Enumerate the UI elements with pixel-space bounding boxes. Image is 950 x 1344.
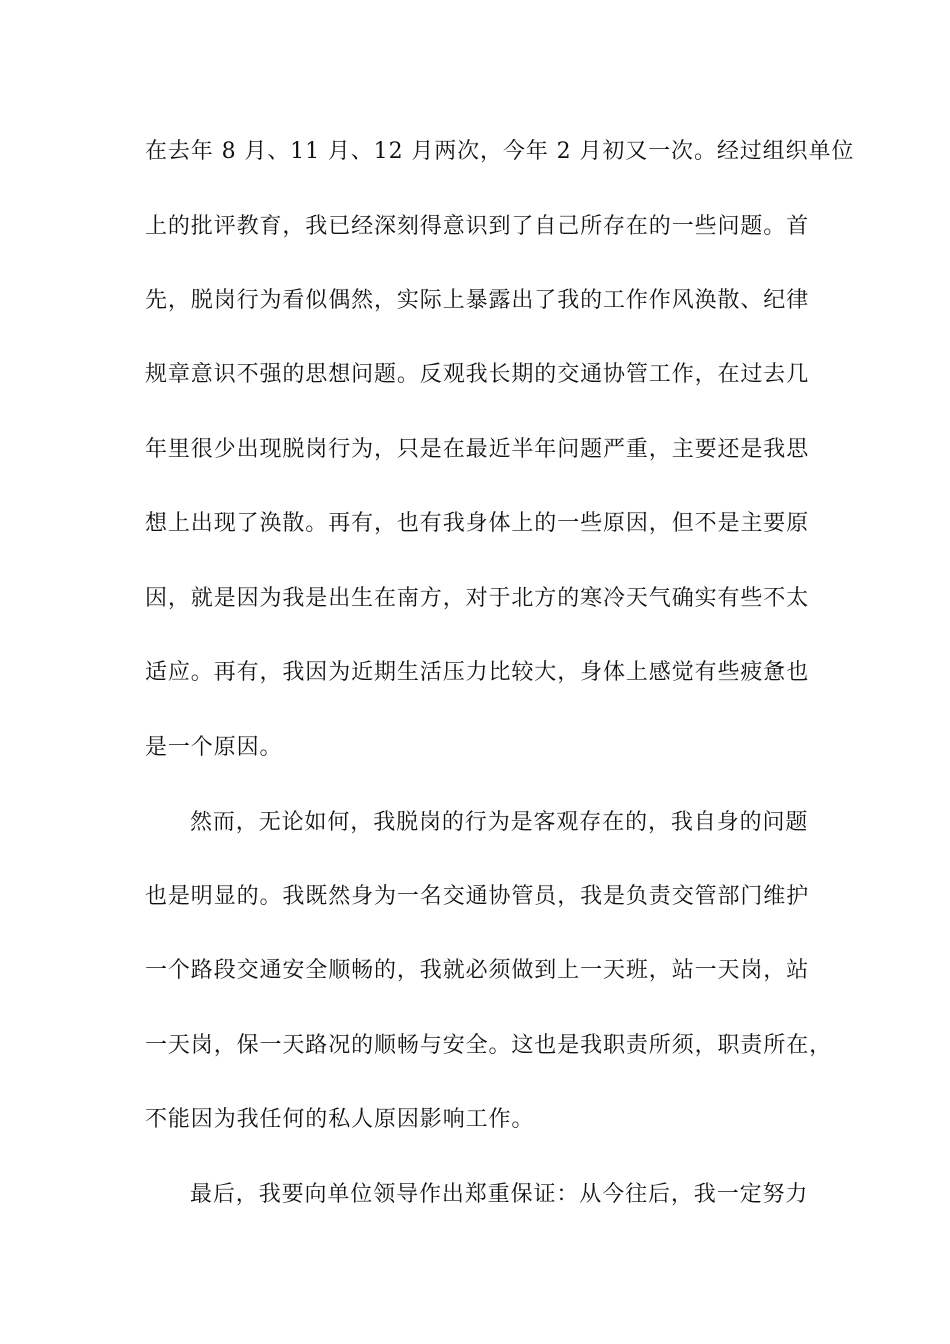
text-line: 适应。再有，我因为近期生活压力比较大，身体上感觉有些疲惫也	[145, 660, 810, 685]
text-line: 因，就是因为我是出生在南方，对于北方的寒冷天气确实有些不太	[145, 586, 810, 611]
text-line: 最后，我要向单位领导作出郑重保证：从今往后，我一定努力	[190, 1182, 809, 1207]
text-line: 不能因为我任何的私人原因影响工作。	[145, 1107, 535, 1132]
text-line: 规章意识不强的思想问题。反观我长期的交通协管工作，在过去几	[145, 362, 810, 387]
text-line: 然而，无论如何，我脱岗的行为是客观存在的，我自身的问题	[190, 810, 809, 835]
text-line: 是一个原因。	[145, 735, 283, 760]
text-line: 一天岗，保一天路况的顺畅与安全。这也是我职责所须，职责所在，	[145, 1033, 833, 1058]
text-line: 先，脱岗行为看似偶然，实际上暴露出了我的工作作风涣散、纪律	[145, 288, 810, 313]
text-line: 也是明显的。我既然身为一名交通协管员，我是负责交管部门维护	[145, 884, 810, 909]
text-line: 在去年 8 月、11 月、12 月两次，今年 2 月初又一次。经过组织单位	[145, 139, 855, 164]
text-line: 上的批评教育，我已经深刻得意识到了自己所存在的一些问题。首	[145, 214, 810, 239]
text-line: 年里很少出现脱岗行为，只是在最近半年问题严重，主要还是我思	[145, 437, 810, 462]
text-line: 想上出现了涣散。再有，也有我身体上的一些原因，但不是主要原	[145, 511, 810, 536]
text-line: 一个路段交通安全顺畅的，我就必须做到上一天班，站一天岗，站	[145, 958, 810, 983]
